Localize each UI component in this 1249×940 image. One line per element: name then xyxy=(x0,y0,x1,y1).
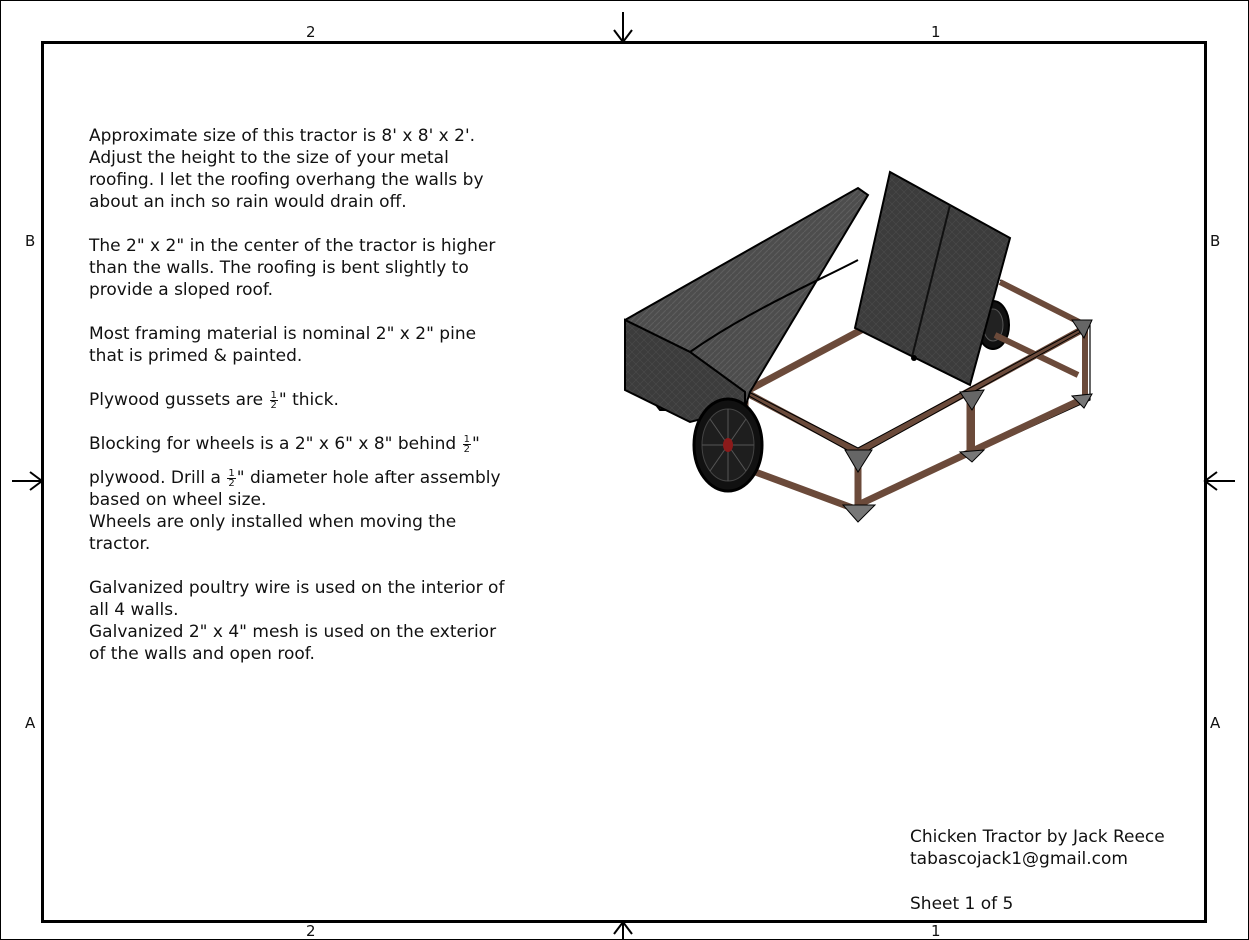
fraction-half: $\frac{1}{2}$ xyxy=(228,467,235,489)
center-arrow-left-icon xyxy=(12,470,44,492)
note-framing: Most framing material is nominal 2" x 2" pine that is primed & painted. xyxy=(89,324,477,366)
front-wheel xyxy=(694,399,762,491)
sheet-number: Sheet 1 of 5 xyxy=(910,894,1014,914)
zone-top-1: 1 xyxy=(931,23,941,41)
note-center-beam: The 2" x 2" in the center of the tractor is higher than the walls. The roofing is bent slightly to provide a sloped roof. xyxy=(89,236,496,300)
zone-right-b: B xyxy=(1210,232,1221,250)
note-mesh: Galvanized 2" x 4" mesh is used on the exterior of the walls and open roof. xyxy=(89,622,497,664)
fraction-half: $\frac{1}{2}$ xyxy=(270,389,277,411)
center-arrow-right-icon xyxy=(1203,470,1235,492)
drawing-title: Chicken Tractor by Jack Reece xyxy=(910,827,1165,847)
chicken-tractor-drawing xyxy=(600,160,1100,540)
zone-right-a: A xyxy=(1210,714,1221,732)
roof-covered-section xyxy=(625,188,868,422)
note-blocking: Blocking for wheels is a 2" x 6" x 8" behind $\frac{1}{2}$ " xyxy=(89,433,480,455)
title-block xyxy=(910,826,1165,870)
note-poultry-wire: Galvanized poultry wire is used on the interior of all 4 walls. xyxy=(89,578,505,620)
zone-left-a: A xyxy=(25,714,36,732)
note-gussets: Plywood gussets are $\frac{1}{2}$ " thick. xyxy=(89,389,339,411)
zone-bottom-2: 2 xyxy=(306,922,316,940)
fraction-half: $\frac{1}{2}$ xyxy=(463,433,470,455)
zone-bottom-1: 1 xyxy=(931,922,941,940)
zone-left-b: B xyxy=(25,232,36,250)
note-drill: plywood. Drill a $\frac{1}{2}$ " diameter hole after assembly based on wheel size. xyxy=(89,467,501,510)
center-arrow-top-icon xyxy=(612,12,634,44)
zone-top-2: 2 xyxy=(306,23,316,41)
author-email: tabascojack1@gmail.com xyxy=(910,849,1128,869)
note-wheels: Wheels are only installed when moving the tractor. xyxy=(89,512,457,554)
open-roof-panel xyxy=(855,172,1010,385)
center-arrow-bottom-icon xyxy=(612,920,634,940)
note-size: Approximate size of this tractor is 8' x 8' x 2'. Adjust the height to the size of your metal roofing. I let the roofing overhang the walls by about an inch so rain would drain off. xyxy=(89,126,484,212)
construction-notes xyxy=(89,125,509,665)
